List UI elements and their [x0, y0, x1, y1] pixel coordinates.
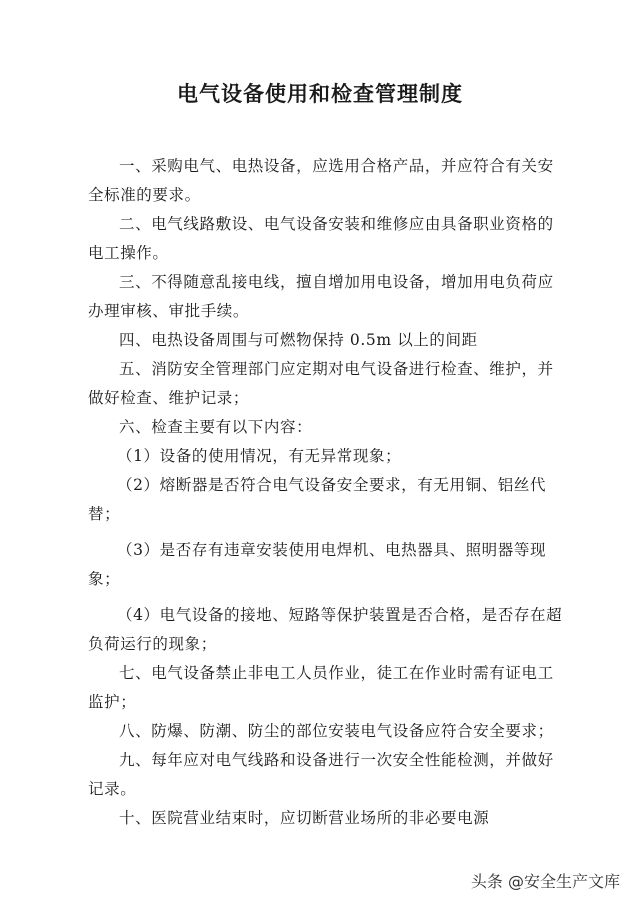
source-watermark: 头条 @安全生产文库: [470, 872, 620, 891]
sub-item-3: （3）是否存有违章安装使用电焊机、电热器具、照明器等现象；: [88, 541, 547, 588]
paragraph-8: 八、防爆、防潮、防尘的部位安装电气设备应符合安全要求；: [119, 722, 554, 740]
document-title: 电气设备使用和检查管理制度: [177, 82, 463, 106]
paragraph-10: 十、医院营业结束时，应切断营业场所的非必要电源: [119, 809, 490, 827]
paragraph-7: 七、电气设备禁止非电工人员作业，徒工在作业时需有证电工监护；: [88, 664, 554, 711]
document-body: [88, 152, 566, 833]
sub-item-4: （4）电气设备的接地、短路等保护装置是否合格，是否存在超负荷运行的现象；: [88, 606, 563, 653]
paragraph-3: 三、不得随意乱接电线，擅自增加用电设备，增加用电负荷应办理审核、审批手续。: [88, 273, 554, 320]
paragraph-1: 一、采购电气、电热设备，应选用合格产品，并应符合有关安全标准的要求。: [88, 157, 554, 204]
paragraph-4: 四、电热设备周围与可燃物保持 0.5m 以上的间距: [119, 331, 478, 349]
paragraph-2: 二、电气线路敷设、电气设备安装和维修应由具备职业资格的电工操作。: [88, 215, 554, 262]
paragraph-9: 九、每年应对电气线路和设备进行一次安全性能检测，并做好记录。: [88, 751, 554, 798]
paragraph-6: 六、检查主要有以下内容：: [119, 418, 313, 436]
sub-item-2: （2）熔断器是否符合电气设备安全要求，有无用铜、铝丝代替；: [88, 476, 547, 523]
sub-item-1: （1）设备的使用情况，有无异常现象；: [117, 447, 402, 465]
paragraph-5: 五、消防安全管理部门应定期对电气设备进行检查、维护，并做好检查、维护记录；: [88, 360, 554, 407]
